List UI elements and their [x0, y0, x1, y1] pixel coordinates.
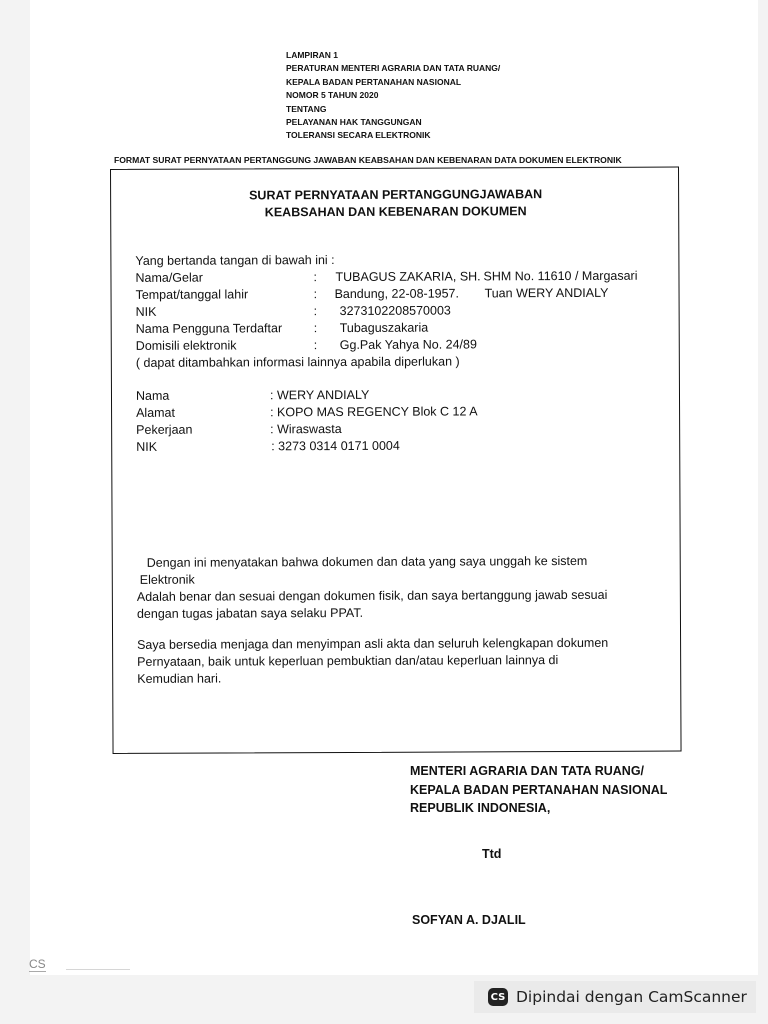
party-label: NIK — [136, 439, 158, 454]
minister-line: MENTERI AGRARIA DAN TATA RUANG/ — [410, 764, 645, 778]
field-note: SHM No. 11610 / Margasari — [483, 268, 638, 284]
party-label: Nama — [135, 388, 170, 403]
field-label: Domisili elektronik — [135, 338, 237, 353]
field-value: Bandung, 22-08-1957. — [334, 286, 459, 302]
signature-mark: Ttd — [482, 847, 502, 861]
field-value: 3273102208570003 — [339, 303, 451, 318]
field-separator: : — [313, 338, 318, 353]
header-line: LAMPIRAN 1 — [286, 50, 338, 60]
header-line: KEPALA BADAN PERTANAHAN NASIONAL — [286, 76, 462, 87]
intro-text: Yang bertanda tangan di bawah ini : — [135, 253, 335, 268]
field-value: Tubaguszakaria — [339, 320, 429, 335]
field-value: TUBAGUS ZAKARIA, SH. — [335, 269, 481, 285]
field-label: Nama/Gelar — [135, 270, 203, 285]
camscanner-watermark — [474, 981, 756, 1013]
camscanner-icon: CS — [488, 988, 508, 1006]
header-line: NOMOR 5 TAHUN 2020 — [286, 90, 379, 101]
paragraph-line: dengan tugas jabatan saya selaku PPAT. — [136, 605, 364, 621]
header-line: TENTANG — [286, 103, 327, 114]
field-label: NIK — [135, 304, 157, 319]
field-note: Tuan WERY ANDIALY — [484, 285, 609, 301]
camscanner-text: Dipindai dengan CamScanner — [516, 988, 747, 1006]
statement-box — [110, 167, 682, 754]
regulation-header — [286, 49, 500, 143]
field-separator: : — [313, 321, 318, 336]
field-separator: : — [313, 270, 317, 285]
statement-title: SURAT PERNYATAAN PERTANGGUNGJAWABAN — [249, 187, 543, 203]
field-separator: : — [313, 304, 318, 319]
party-label: Alamat — [136, 405, 176, 420]
paragraph-line: Kemudian hari. — [137, 671, 222, 686]
camscanner-small-logo: CS — [29, 957, 46, 971]
header-line: PELAYANAN HAK TANGGUNGAN — [286, 117, 422, 128]
minister-line: KEPALA BADAN PERTANAHAN NASIONAL — [410, 782, 668, 797]
field-label: Tempat/tanggal lahir — [135, 287, 249, 302]
party-value: : WERY ANDIALY — [269, 387, 370, 403]
format-title: FORMAT SURAT PERNYATAAN PERTANGGUNG JAWABAN KEABSAHAN DAN KEBENARAN DATA DOKUMEN ELEKTRONIK — [114, 155, 622, 165]
party-label: Pekerjaan — [136, 422, 193, 437]
minister-block — [410, 762, 667, 818]
paragraph-line: Dengan ini menyatakan bahwa dokumen dan data yang saya unggah ke sistem — [146, 553, 588, 570]
faint-divider — [66, 969, 130, 970]
party-value: : 3273 0314 0171 0004 — [271, 438, 400, 454]
statement-subtitle: KEABSAHAN DAN KEBENARAN DOKUMEN — [264, 204, 527, 220]
signer-name: SOFYAN A. DJALIL — [412, 913, 526, 927]
header-line: PERATURAN MENTERI AGRARIA DAN TATA RUANG/ — [286, 63, 501, 74]
info-note: ( dapat ditambahkan informasi lainnya apabila diperlukan ) — [135, 354, 460, 370]
field-value: Gg.Pak Yahya No. 24/89 — [339, 337, 477, 352]
header-line: TOLERANSI SECARA ELEKTRONIK — [286, 130, 431, 141]
field-separator: : — [313, 287, 318, 302]
paragraph-line: Elektronik — [139, 572, 195, 587]
paragraph-line: Saya bersedia menjaga dan menyimpan asli akta dan seluruh kelengkapan dokumen — [137, 635, 609, 652]
paragraph-line: Adalah benar dan sesuai dengan dokumen fisik, dan saya bertanggung jawab sesuai — [136, 587, 608, 604]
paragraph-line: Pernyataan, baik untuk keperluan pembuktian dan/atau keperluan lainnya di — [137, 653, 559, 669]
party-value: : Wiraswasta — [270, 421, 342, 437]
field-label: Nama Pengguna Terdaftar — [135, 321, 283, 336]
minister-line: REPUBLIK INDONESIA, — [410, 801, 551, 815]
party-value: : KOPO MAS REGENCY Blok C 12 A — [270, 404, 478, 420]
